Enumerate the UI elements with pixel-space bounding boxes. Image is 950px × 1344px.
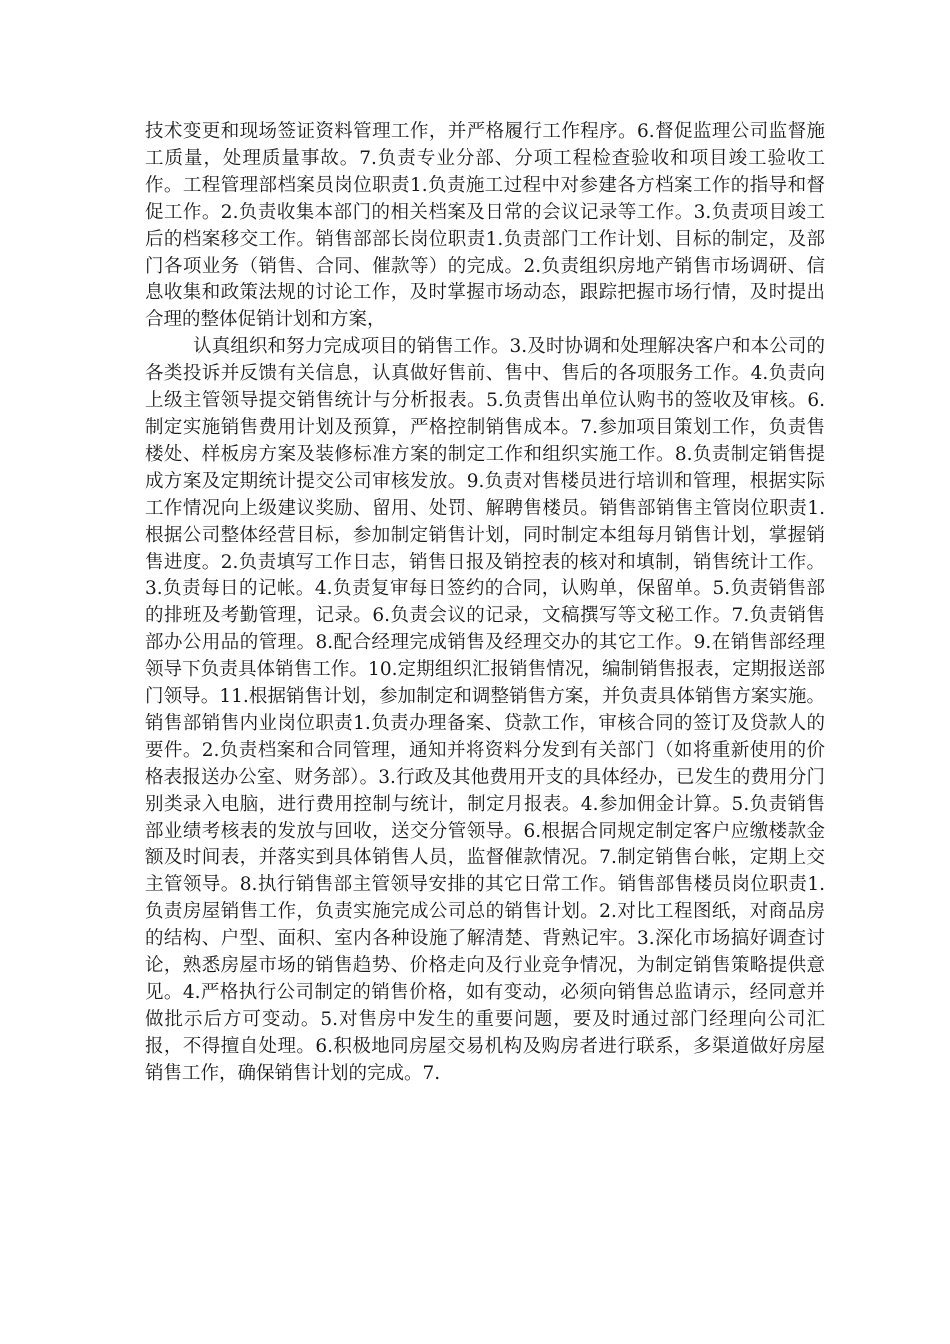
paragraph-2: 认真组织和努力完成项目的销售工作。3.及时协调和处理解决客户和本公司的各类投诉并反馈有关信息，认真做好售前、售中、售后的各项服务工作。4.负责向上级主管领导提交销售统计与分析报表。5.负责售出单位认购书的签收及审核。6.制定实施销售费用计划及预算，严格控制销售成本。7.参加项目策划工作，负责售楼处、样板房方案及装修标准方案的制定工作和组织实施工作。8.负责制定销售提成方案及定期统计提交公司审核发放。9.负责对售楼员进行培训和管理，根据实际工作情况向上级建议奖励、留用、处罚、解聘售楼员。销售部销售主管岗位职责1.根据公司整体经营目标，参加制定销售计划，同时制定本组每月销售计划，掌握销售进度。2.负责填写工作日志，销售日报及销控表的核对和填制，销售统计工作。3.负责每日的记帐。4.负责复审每日签约的合同，认购单，保留单。5.负责销售部的排班及考勤管理，记录。6.负责会议的记录，文稿撰写等文秘工作。7.负责销售部办公用品的管理。8.配合经理完成销售及经理交办的其它工作。9.在销售部经理领导下负责具体销售工作。10.定期组织汇报销售情况，编制销售报表，定期报送部门领导。11.根据销售计划，参加制定和调整销售方案，并负责具体销售方案实施。销售部销售内业岗位职责1.负责办理备案、贷款工作，审核合同的签订及贷款人的要件。2.负责档案和合同管理，通知并将资料分发到有关部门（如将重新使用的价格表报送办公室、财务部）。3.行政及其他费用开支的具体经办，已发生的费用分门别类录入电脑，进行费用控制与统计，制定月报表。4.参加佣金计算。5.负责销售部业绩考核表的发放与回收，送交分管领导。6.根据合同规定制定客户应缴楼款金额及时间表，并落实到具体销售人员，监督催款情况。7.制定销售台帐，定期上交主管领导。8.执行销售部主管领导安排的其它日常工作。销售部售楼员岗位职责1.负责房屋销售工作，负责实施完成公司总的销售计划。2.对比工程图纸，对商品房的结构、户型、面积、室内各种设施了解清楚、背熟记牢。3.深化市场搞好调查讨论，熟悉房屋市场的销售趋势、价格走向及行业竞争情况，为制定销售策略提供意见。4.严格执行公司制定的销售价格，如有变动，必须向销售总监请示，经同意并做批示后方可变动。5.对售房中发生的重要问题，要及时通过部门经理向公司汇报，不得擅自处理。6.积极地同房屋交易机构及购房者进行联系，多渠道做好房屋销售工作，确保销售计划的完成。7. [145, 336, 825, 1084]
paragraph-1: 技术变更和现场签证资料管理工作，并严格履行工作程序。6.督促监理公司监督施工质量，处理质量事故。7.负责专业分部、分项工程检查验收和项目竣工验收工作。工程管理部档案员岗位职责1.负责施工过程中对参建各方档案工作的指导和督促工作。2.负责收集本部门的相关档案及日常的会议记录等工作。3.负责项目竣工后的档案移交工作。销售部部长岗位职责1.负责部门工作计划、目标的制定，及部门各项业务（销售、合同、催款等）的完成。2.负责组织房地产销售市场调研、信息收集和政策法规的讨论工作，及时掌握市场动态，跟踪把握市场行情，及时提出合理的整体促销计划和方案， [145, 121, 825, 331]
body-text [145, 119, 825, 1088]
